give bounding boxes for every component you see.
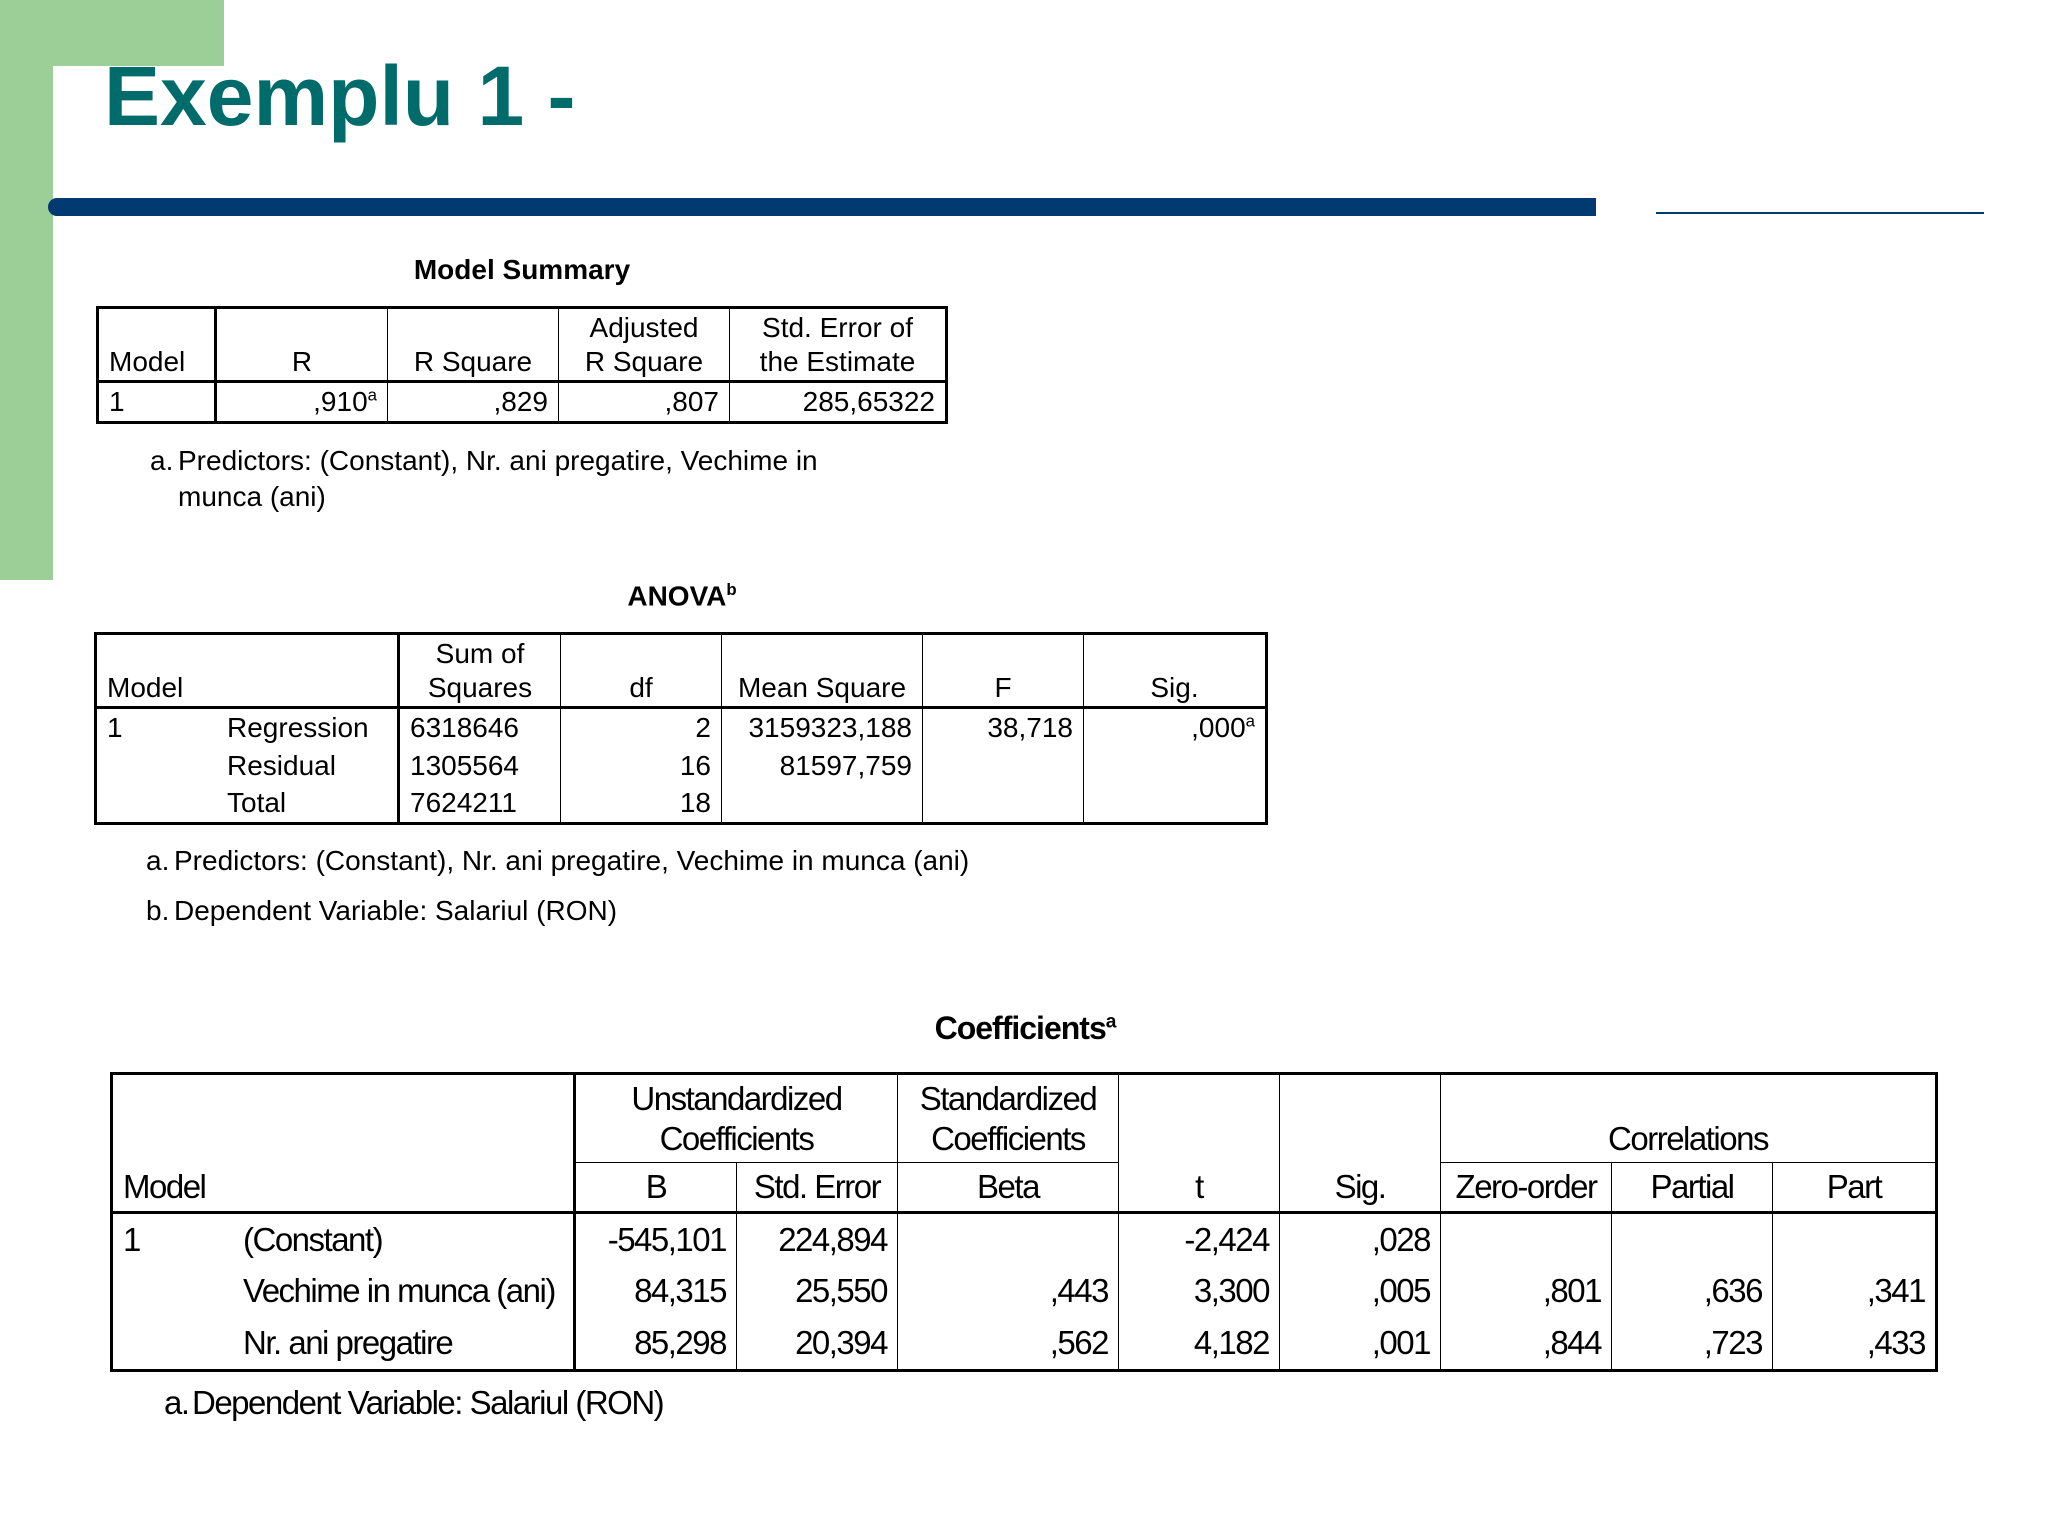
cell-b: 84,315 xyxy=(575,1265,737,1317)
table-row xyxy=(96,784,1267,823)
footnote-mark: a. xyxy=(164,1384,189,1421)
table-row xyxy=(112,1212,1937,1265)
col-sum-of-squares: Sum of Squares xyxy=(399,634,561,708)
coefficients-table xyxy=(110,1072,1938,1372)
cell-model: 1 xyxy=(107,712,123,744)
decorative-green-bar xyxy=(0,0,53,580)
cell-ms: 3159323,188 xyxy=(722,708,923,747)
model-summary-table xyxy=(96,306,948,424)
table-row xyxy=(96,708,1267,747)
cell-label: Total xyxy=(217,784,399,823)
cell-r: ,910$^a$ xyxy=(216,382,388,423)
cell-ss: 7624211 xyxy=(399,784,561,823)
col-label xyxy=(217,634,399,708)
cell-df: 18 xyxy=(561,784,722,823)
footnote-mark: b. xyxy=(146,895,170,927)
footnote-mark: a. xyxy=(146,845,170,876)
footnote-mark: a. xyxy=(150,445,174,476)
decorative-blue-rule xyxy=(48,198,1596,216)
cell-partial: ,723 xyxy=(1612,1317,1773,1370)
cell-f xyxy=(923,784,1084,823)
cell-sig: ,028 xyxy=(1280,1212,1441,1265)
col-t: t xyxy=(1119,1074,1280,1213)
col-f: F xyxy=(923,634,1084,708)
cell-std-error: 285,65322 xyxy=(730,382,947,423)
anova-footnotes xyxy=(146,843,1246,930)
cell-t: -2,424 xyxy=(1119,1212,1280,1265)
col-zero-order: Zero-order xyxy=(1441,1163,1612,1213)
col-sig: Sig. xyxy=(1084,634,1267,708)
cell-model: 1 xyxy=(123,1220,140,1258)
cell-part: ,341 xyxy=(1773,1265,1937,1317)
cell-label: Regression xyxy=(217,708,399,747)
col-adj-r-square: Adjusted R Square xyxy=(559,308,730,382)
col-group-standardized: Standardized Coefficients xyxy=(898,1074,1119,1163)
cell-partial: ,636 xyxy=(1612,1265,1773,1317)
table-header-row xyxy=(96,634,1267,708)
cell-sig: ,000$^a$ xyxy=(1084,708,1267,747)
cell-t: 4,182 xyxy=(1119,1317,1280,1370)
cell-label: Residual xyxy=(217,747,399,785)
cell-beta: ,443 xyxy=(898,1265,1119,1317)
slide-title: Exemplu 1 - xyxy=(104,49,576,143)
cell-label: (Constant) xyxy=(233,1212,575,1265)
col-std-error: Std. Error of the Estimate xyxy=(730,308,947,382)
cell-t: 3,300 xyxy=(1119,1265,1280,1317)
col-mean-square: Mean Square xyxy=(722,634,923,708)
table-row xyxy=(112,1265,1937,1317)
cell-std-error: 224,894 xyxy=(737,1212,898,1265)
col-model: Model xyxy=(112,1074,234,1213)
col-model: Model xyxy=(96,634,218,708)
cell-partial xyxy=(1612,1212,1773,1265)
col-group-unstandardized: Unstandardized Coefficients xyxy=(575,1074,898,1163)
cell-adj-r-square: ,807 xyxy=(559,382,730,423)
table-header-row-top xyxy=(112,1074,1937,1163)
cell-ss: 6318646 xyxy=(399,708,561,747)
cell-sig xyxy=(1084,784,1267,823)
cell-b: -545,101 xyxy=(575,1212,737,1265)
col-part: Part xyxy=(1773,1163,1937,1213)
cell-zero-order: ,844 xyxy=(1441,1317,1612,1370)
table-row xyxy=(96,747,1267,785)
cell-f xyxy=(923,747,1084,785)
anova-table xyxy=(94,632,1268,825)
col-r-square: R Square xyxy=(388,308,559,382)
footnote-text-cont: munca (ani) xyxy=(178,481,326,513)
model-summary-caption: Model Summary xyxy=(413,254,631,285)
cell-part: ,433 xyxy=(1773,1317,1937,1370)
col-b: B xyxy=(575,1163,737,1213)
table-header-row xyxy=(98,308,947,382)
cell-beta: ,562 xyxy=(898,1317,1119,1370)
cell-std-error: 25,550 xyxy=(737,1265,898,1317)
coefficients-caption: Coefficients$^a$ xyxy=(934,1010,1116,1046)
col-sig: Sig. xyxy=(1280,1074,1441,1213)
cell-model: 1 xyxy=(98,382,216,423)
col-group-correlations: Correlations xyxy=(1441,1074,1937,1163)
footnote-text: Dependent Variable: Salariul (RON) xyxy=(174,895,618,927)
cell-beta xyxy=(898,1212,1119,1265)
cell-model xyxy=(112,1317,234,1370)
cell-df: 2 xyxy=(561,708,722,747)
cell-zero-order: ,801 xyxy=(1441,1265,1612,1317)
cell-part xyxy=(1773,1212,1937,1265)
cell-label: Vechime in munca (ani) xyxy=(233,1265,575,1317)
table-row xyxy=(112,1317,1937,1370)
cell-sig xyxy=(1084,747,1267,785)
col-label xyxy=(233,1074,575,1213)
footnote-text: Predictors: (Constant), Nr. ani pregatire, Vechime in xyxy=(178,445,818,476)
cell-sig: ,005 xyxy=(1280,1265,1441,1317)
col-df: df xyxy=(561,634,722,708)
cell-f: 38,718 xyxy=(923,708,1084,747)
col-r: R xyxy=(216,308,388,382)
cell-model xyxy=(96,747,218,785)
cell-model xyxy=(96,784,218,823)
cell-std-error: 20,394 xyxy=(737,1317,898,1370)
coefficients-footnote xyxy=(164,1382,1364,1425)
cell-label: Nr. ani pregatire xyxy=(233,1317,575,1370)
col-partial: Partial xyxy=(1612,1163,1773,1213)
footnote-text: Predictors: (Constant), Nr. ani pregatire, Vechime in munca (ani) xyxy=(174,845,970,876)
cell-sig: ,001 xyxy=(1280,1317,1441,1370)
anova-caption: ANOVA$^b$ xyxy=(627,580,737,612)
decorative-thin-rule xyxy=(1656,212,1984,214)
cell-ms xyxy=(722,784,923,823)
col-std-error: Std. Error xyxy=(737,1163,898,1213)
cell-model xyxy=(112,1265,234,1317)
cell-df: 16 xyxy=(561,747,722,785)
footnote-text: Dependent Variable: Salariul (RON) xyxy=(192,1384,664,1421)
col-beta: Beta xyxy=(898,1163,1119,1213)
col-model: Model xyxy=(98,308,216,382)
model-summary-footnote xyxy=(150,443,950,516)
cell-ss: 1305564 xyxy=(399,747,561,785)
cell-r-square: ,829 xyxy=(388,382,559,423)
cell-ms: 81597,759 xyxy=(722,747,923,785)
table-row xyxy=(98,382,947,423)
cell-zero-order xyxy=(1441,1212,1612,1265)
cell-b: 85,298 xyxy=(575,1317,737,1370)
